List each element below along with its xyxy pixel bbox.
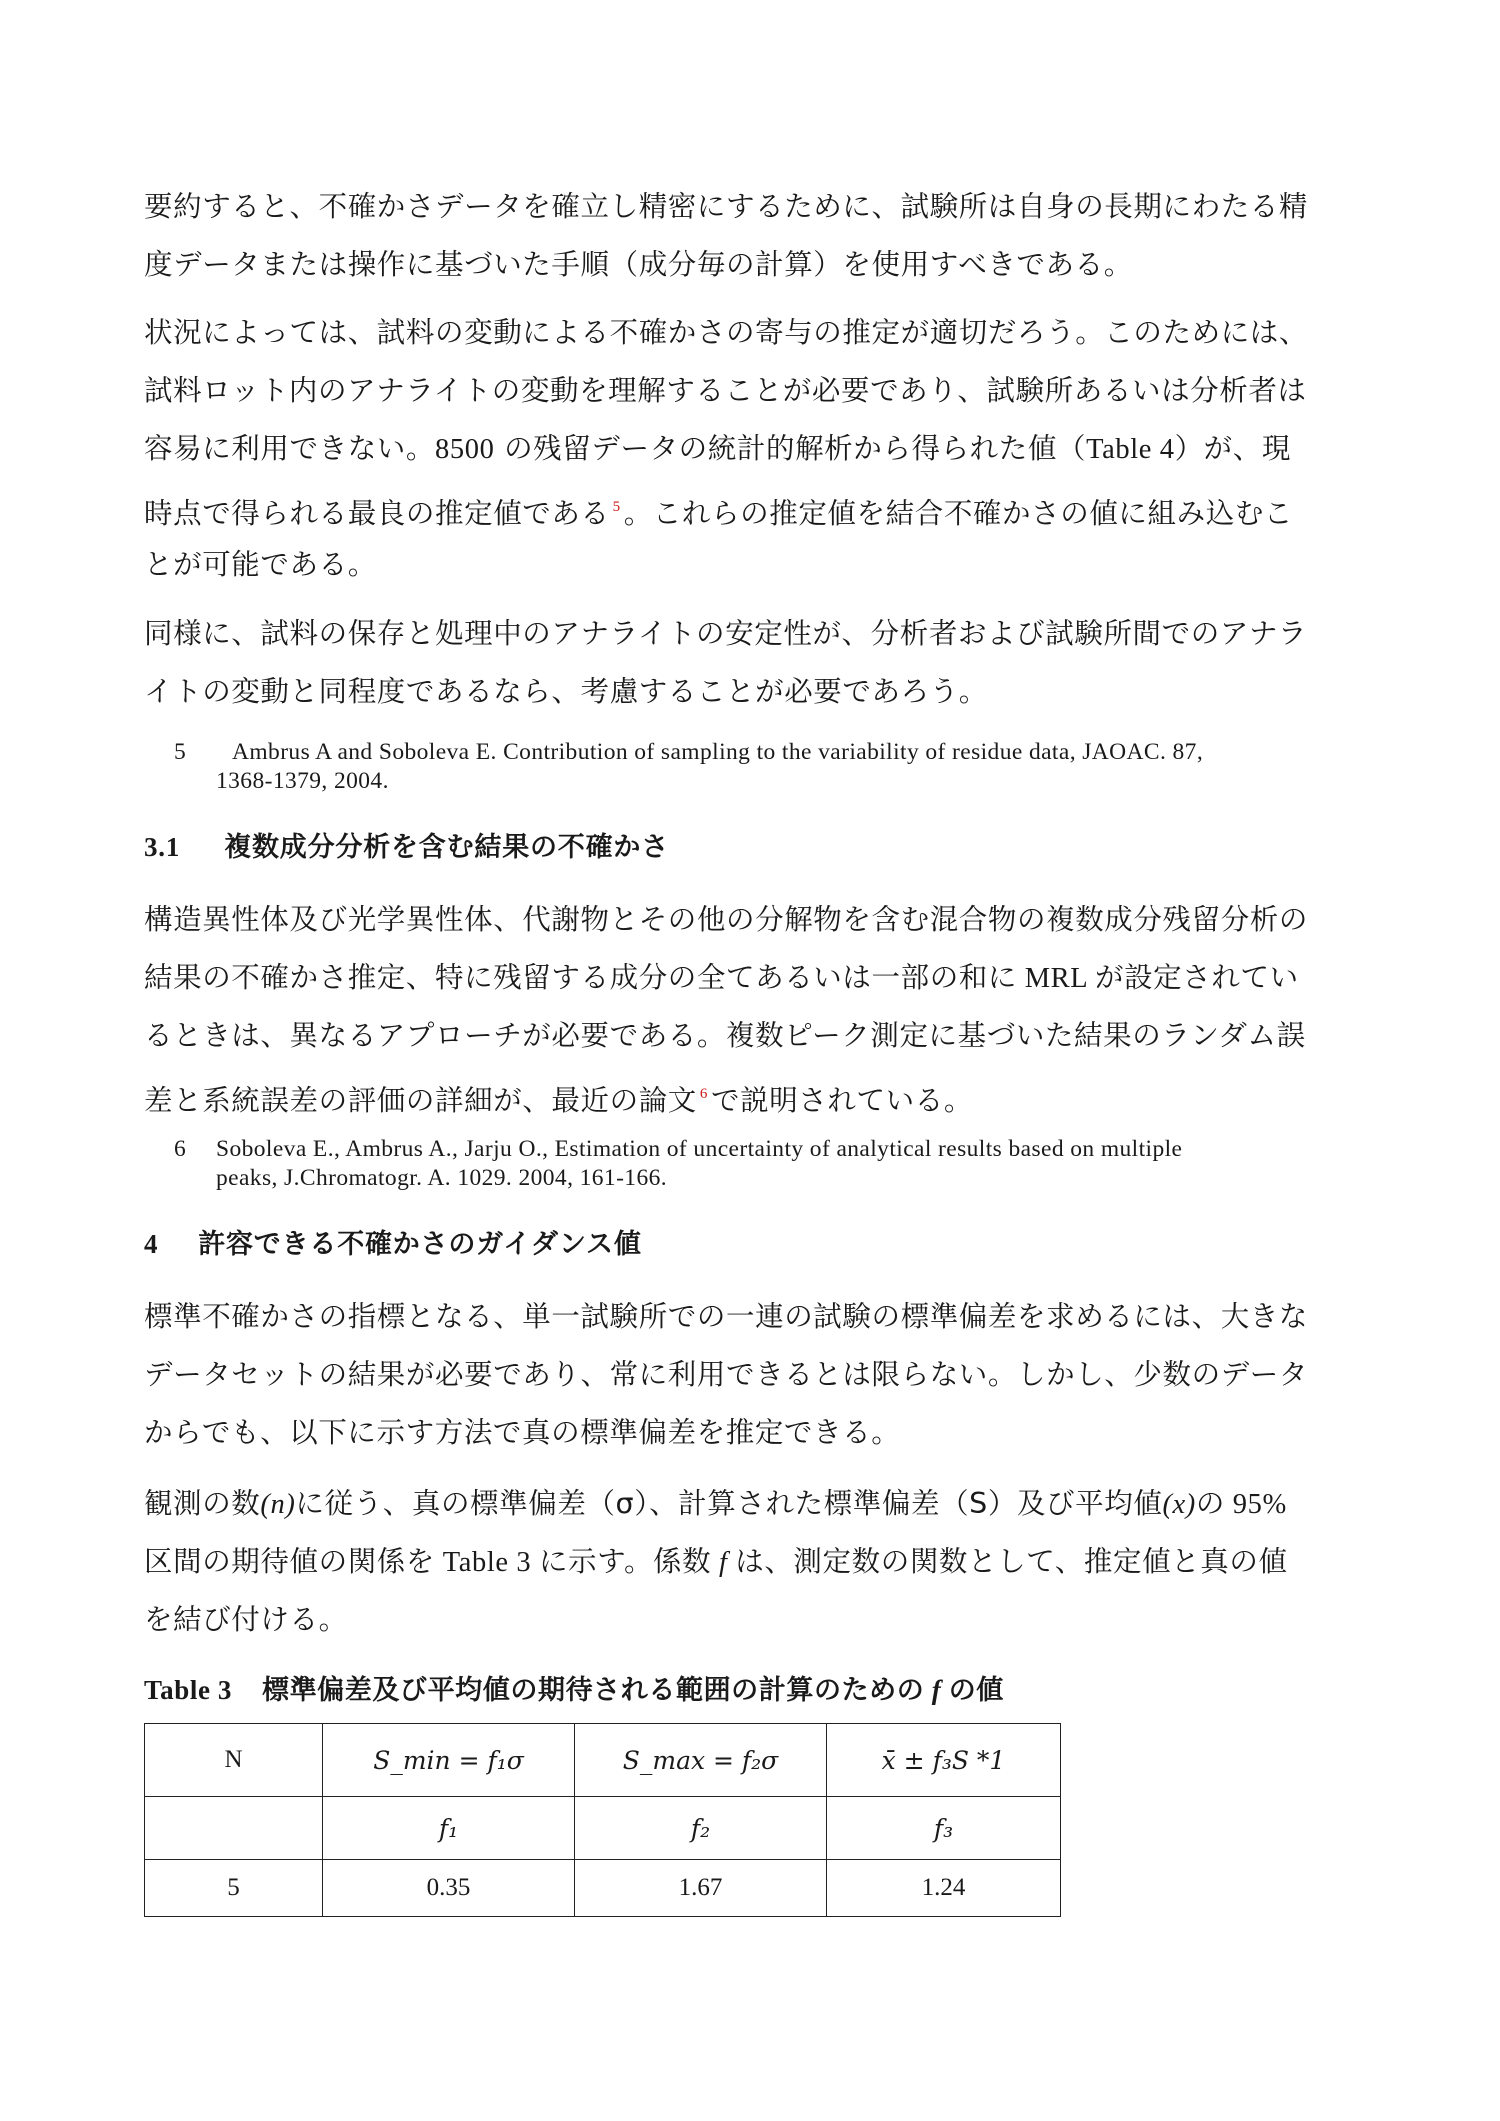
text-segment: 。これらの推定値を結合不確かさの値に組み込むこ <box>623 497 1294 530</box>
text-line: 構造異性体及び光学異性体、代謝物とその他の分解物を含む混合物の複数成分残留分析の <box>144 903 1309 936</box>
subheader-cell: f₁ <box>323 1797 575 1860</box>
table-reference: Table 4 <box>1086 434 1175 465</box>
number-text: 8500 <box>435 434 495 465</box>
footnote-5 <box>174 738 1354 796</box>
text-line <box>144 420 1364 478</box>
text-line: 試料ロット内のアナライトの変動を理解することが必要であり、試験所あるいは分析者は <box>144 374 1307 407</box>
text-line: 標準不確かさの指標となる、単一試験所での一連の試験の標準偏差を求めるには、大きな <box>144 1300 1309 1333</box>
footnote-line: Ambrus A and Soboleva E. Contribution of sampling to the variability of residue data, JAOAC. 87, <box>232 739 1204 765</box>
caption-text: の値 <box>948 1675 1004 1706</box>
section-heading-4 <box>144 1222 642 1261</box>
subheader-cell: f₃ <box>827 1797 1061 1860</box>
paragraph-stability <box>144 605 1364 721</box>
footnote-text <box>216 738 1354 796</box>
text-line: 同様に、試料の保存と処理中のアナライトの安定性が、分析者および試験所間でのアナラ <box>144 617 1308 650</box>
text-segment: 時点で得られる最良の推定値である <box>144 497 610 530</box>
subheader-cell: f₂ <box>575 1797 827 1860</box>
number-text: 95% <box>1225 1489 1287 1520</box>
text-segment: で説明されている。 <box>711 1084 973 1117</box>
footnote-6 <box>174 1135 1354 1193</box>
subheader-cell <box>145 1797 323 1860</box>
footnote-marker[interactable]: 6 <box>699 1086 709 1102</box>
text-line: 状況によっては、試料の変動による不確かさの寄与の推定が適切だろう。このためには、 <box>144 316 1309 349</box>
math-symbol: (x) <box>1162 1489 1196 1520</box>
table-caption <box>144 1668 1004 1707</box>
text-line: データセットの結果が必要であり、常に利用できるとは限らない。しかし、少数のデータ <box>144 1358 1309 1391</box>
footnote-number: 6 <box>174 1136 187 1162</box>
table-subheader-row <box>145 1797 1061 1860</box>
paragraph-multicomponent <box>144 891 1364 1123</box>
table-label: Table 3 <box>144 1675 232 1705</box>
math-symbol: f <box>924 1675 949 1705</box>
header-cell: x̄ ± f₃S *1 <box>827 1724 1061 1797</box>
section-number: 4 <box>144 1229 159 1259</box>
text-line: とが可能である。 <box>144 548 377 581</box>
math-symbol: (n) <box>260 1489 296 1520</box>
text-segment: 区間の期待値の関係を <box>144 1545 436 1578</box>
section-heading-3-1 <box>144 825 669 864</box>
text-segment: の <box>1195 1487 1226 1520</box>
footnote-marker[interactable]: 5 <box>612 499 621 515</box>
text-line: イトの変動と同程度であるなら、考慮することが必要であろう。 <box>144 675 988 708</box>
paragraph-observations <box>144 1475 1364 1649</box>
paragraph-summary <box>144 178 1364 294</box>
text-line: 度データまたは操作に基づいた手順（成分毎の計算）を使用すべきである。 <box>144 248 1133 281</box>
text-line <box>144 478 1364 536</box>
footnote-number: 5 <box>174 739 187 765</box>
text-line <box>144 1475 1364 1533</box>
caption-text: 標準偏差及び平均値の期待される範囲の計算のための <box>261 1675 925 1706</box>
paragraph-sample-variation <box>144 304 1364 594</box>
text-segment: に示す。係数 <box>538 1545 712 1578</box>
text-segment: ）が、現 <box>1174 432 1291 465</box>
section-number: 3.1 <box>144 832 181 862</box>
footnote-line: 1368-1379, 2004. <box>216 768 389 794</box>
text-segment: 容易に利用できない。 <box>144 432 436 465</box>
text-segment: 観測の数 <box>144 1487 261 1520</box>
section-title: 複数成分分析を含む結果の不確かさ <box>224 832 670 863</box>
text-segment: 差と系統誤差の評価の詳細が、最近の論文 <box>144 1084 697 1117</box>
abbreviation: MRL <box>1017 963 1095 994</box>
paragraph-guidance <box>144 1288 1364 1462</box>
text-line: るときは、異なるアプローチが必要である。複数ピーク測定に基づいた結果のランダム誤 <box>144 1019 1306 1052</box>
table-f-values <box>144 1723 1061 1917</box>
section-title: 許容できる不確かさのガイダンス値 <box>198 1229 642 1260</box>
table-header-row <box>145 1724 1061 1797</box>
text-segment: に従う、真の標準偏差（σ）、計算された標準偏差（S）及び平均値 <box>295 1487 1163 1520</box>
text-line <box>144 1533 1364 1591</box>
table-reference: Table 3 <box>435 1547 539 1578</box>
table-cell: 5 <box>145 1860 323 1917</box>
table-cell: 1.24 <box>827 1860 1061 1917</box>
text-line <box>144 949 1364 1007</box>
footnote-text <box>216 1135 1354 1193</box>
header-cell: S_max = f₂σ <box>575 1724 827 1797</box>
footnote-line: Soboleva E., Ambrus A., Jarju O., Estimation of uncertainty of analytical results based on multiple <box>216 1136 1183 1162</box>
table-cell: 0.35 <box>323 1860 575 1917</box>
text-segment: が設定されてい <box>1094 961 1299 994</box>
header-cell: N <box>145 1724 323 1797</box>
footnote-line: peaks, J.Chromatogr. A. 1029. 2004, 161-166. <box>216 1165 668 1191</box>
text-segment: の残留データの統計的解析から得られた値（ <box>494 432 1087 465</box>
text-segment: 結果の不確かさ推定、特に残留する成分の全てあるいは一部の和に <box>144 961 1018 994</box>
math-symbol: f <box>711 1547 736 1578</box>
text-line <box>144 1065 1364 1123</box>
table-cell: 1.67 <box>575 1860 827 1917</box>
text-line: 要約すると、不確かさデータを確立し精密にするために、試験所は自身の長期にわたる精 <box>144 190 1309 223</box>
header-cell: S_min = f₁σ <box>323 1724 575 1797</box>
text-line: からでも、以下に示す方法で真の標準偏差を推定できる。 <box>144 1416 901 1449</box>
table-row <box>145 1860 1061 1917</box>
text-segment: は、測定数の関数として、推定値と真の値 <box>735 1545 1288 1578</box>
text-line: を結び付ける。 <box>144 1603 348 1636</box>
